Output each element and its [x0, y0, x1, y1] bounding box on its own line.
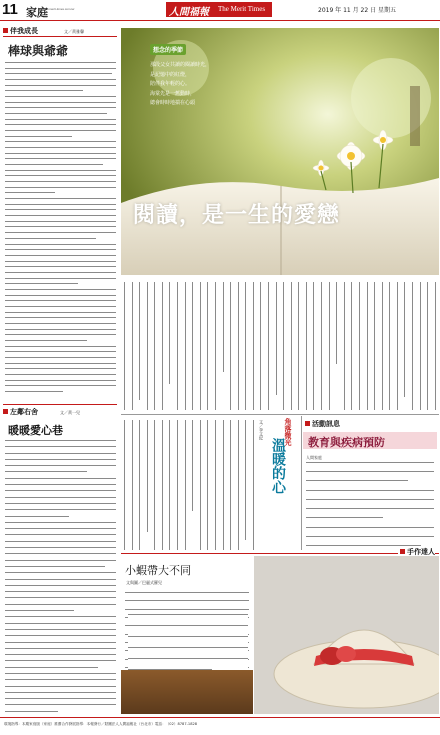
hero-caption-line: 海棠先是一舊動時， — [150, 90, 196, 97]
section-marker — [305, 421, 310, 426]
craft-title: 小蝦帶大不同 — [125, 564, 191, 577]
vertical-article-body — [124, 282, 436, 410]
section-label-text: 伴我成長 — [10, 27, 38, 35]
section-marker — [400, 549, 405, 554]
straw-hat-illustration — [254, 556, 439, 714]
hero-headline: 閱讀，是一生的愛戀 — [133, 202, 341, 228]
section-marker — [3, 28, 8, 33]
section-marker — [3, 409, 8, 414]
logo-chinese: 人間福報 — [169, 7, 209, 18]
section-name: 家庭 — [26, 6, 48, 19]
article-byline: 文／黃雅馨 — [64, 29, 84, 34]
footer-text: 環境指導：本期家庭版（家庭）推薦合作發展指導：本報發行／財團法人人間福報社（台北市）電話：（02）8787-1828 — [4, 722, 198, 726]
mid-divider — [121, 414, 439, 415]
issue-date: 2019 年 11 月 22 日 星期五 — [318, 7, 396, 14]
activity-label — [305, 419, 340, 429]
activity-subtitle: 人間家庭 — [306, 455, 322, 460]
page-header — [0, 0, 440, 22]
page-footer — [0, 717, 440, 735]
craft-label-text: 手作達人 — [407, 548, 435, 556]
section-label-neighbors — [3, 407, 38, 417]
activity-body — [306, 462, 434, 546]
craft-byline: 文與圖／巴麗式羅兒 — [126, 580, 162, 585]
header-rule — [0, 20, 440, 21]
activity-title: 教育與疾病預防 — [308, 436, 385, 449]
kicker-corner-light: 角落微光 — [284, 418, 292, 446]
hero-caption-line: 是記憶中的紅燈， — [150, 71, 191, 78]
section-rule — [3, 404, 117, 405]
hero-caption-line: 總會時時地揣在心頭 — [150, 100, 196, 106]
activity-label-text: 活動訊息 — [312, 420, 340, 428]
section-label-text: 左鄰右舍 — [10, 408, 38, 416]
article-title-warm-heart: 溫暖的心 — [270, 438, 286, 494]
craft-rule — [121, 553, 439, 554]
hero-tag: 想念的季節 — [150, 44, 186, 55]
craft-photo — [254, 556, 439, 714]
article-body-baseball — [5, 62, 116, 392]
article-title-baseball: 棒球與爺爺 — [8, 44, 69, 58]
craft-photo-rope — [121, 670, 253, 714]
site-url[interactable]: www.merit-times.com.tw — [42, 7, 75, 11]
hero-caption-line: 那段父女共讀的閱讀時光， — [150, 62, 211, 68]
hero-caption-line: 陪伴我年輕的心。 — [150, 81, 191, 87]
article-body-love-alley — [5, 440, 116, 712]
craft-body-lower — [128, 614, 248, 670]
article-byline-warm-heart: 文／李文紀 — [259, 420, 264, 440]
section-label-growth — [3, 26, 38, 36]
page-number: 11 — [2, 1, 18, 18]
section-rule — [3, 36, 117, 37]
article-byline-neighbors: 文／黃一兒 — [60, 410, 80, 415]
article-title-love-alley: 暖暖愛心巷 — [8, 424, 63, 437]
warm-heart-body — [124, 420, 254, 550]
newspaper-logo — [166, 2, 272, 17]
hero-caption — [150, 61, 230, 109]
logo-english: The Merit Times — [218, 5, 266, 13]
